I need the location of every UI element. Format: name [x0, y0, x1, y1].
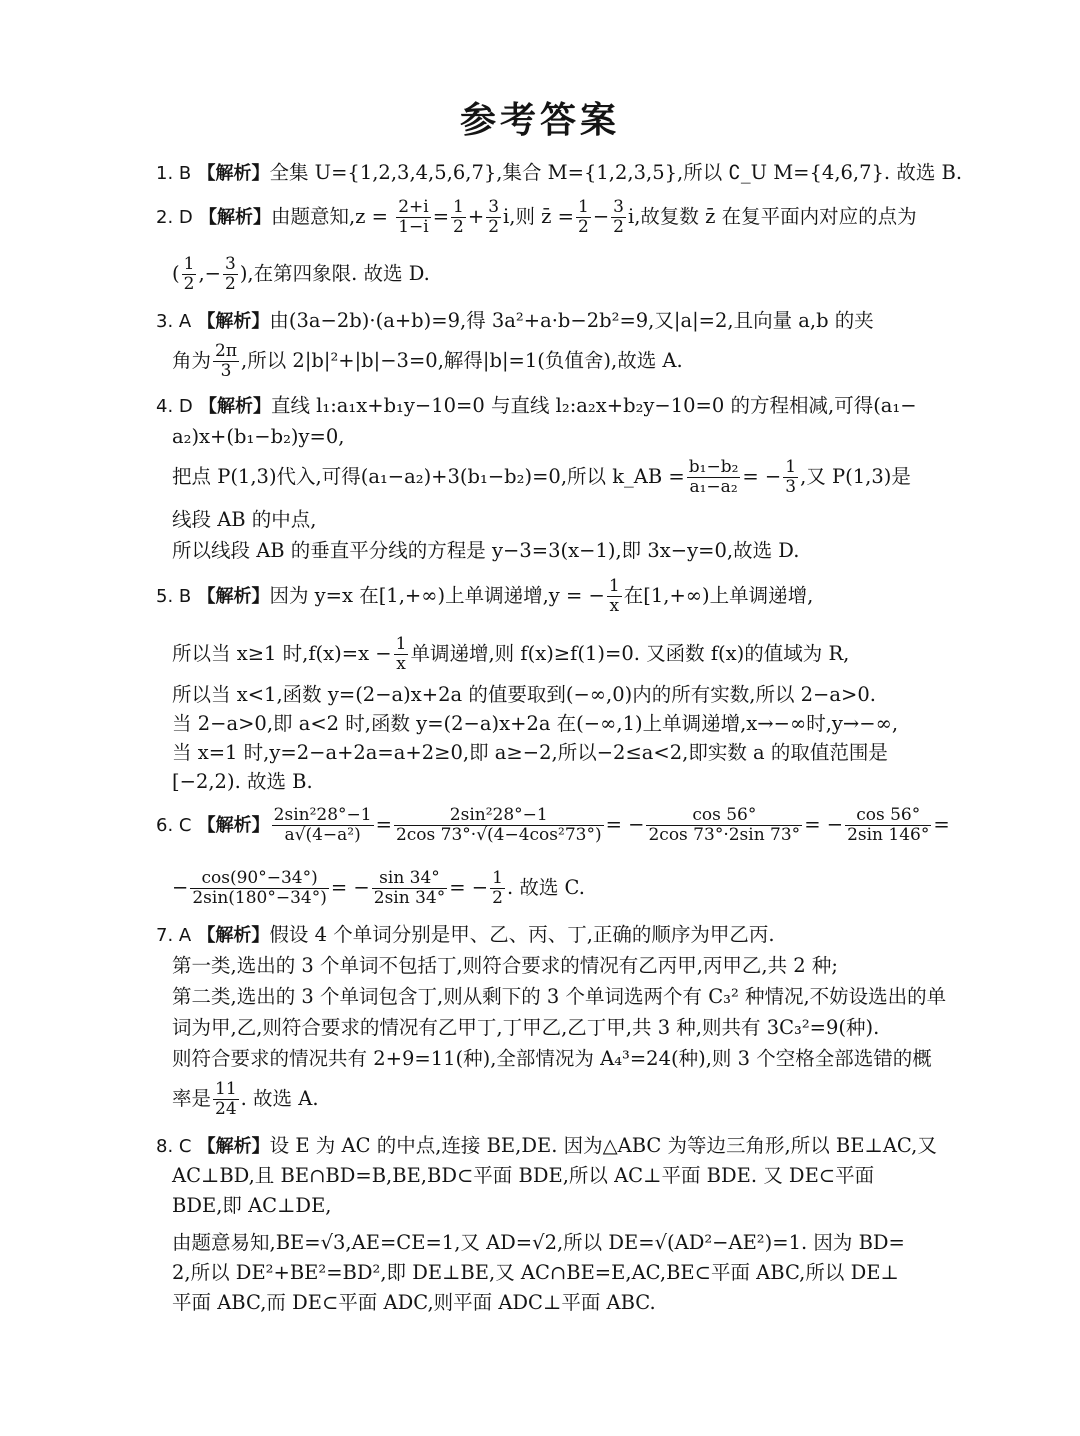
q2-fraction-3: $\frac{3}{2}$ [488, 197, 500, 238]
q3-fraction: $\frac{2\pi}{3}$ [215, 341, 238, 382]
q7-line-1 [156, 925, 775, 945]
q6-fraction-2: $\frac{\text{2sin²28°−1}}{\text{2cos 73°·√(4−4cos²73°)}}$ [395, 805, 602, 846]
q4-line-1 [156, 396, 917, 416]
q4-line-4: 线段 AB 的中点, [172, 508, 317, 531]
q2-fraction-2: $\frac{1}{2}$ [453, 197, 464, 238]
q2-fraction-5: $\frac{3}{2}$ [613, 197, 624, 238]
q5-line-6: [−2,2). 故选 B. [172, 770, 313, 793]
q5-fraction-2: $\frac{1}{x}$ [395, 634, 407, 675]
q7-analysis-tag: 【解析】 [197, 925, 270, 946]
q6-fraction-6: $\frac{\sin 34^\circ}{2\sin 34^\circ}$ [373, 868, 446, 909]
q2-text-a: 由题意知,z = [270, 205, 388, 229]
q7-text: 假设 4 个单词分别是甲、乙、丙、丁,正确的顺序为甲乙丙. [269, 923, 775, 946]
q6-line-1: 6. C 【解析】 $\frac{\text{2sin²28°−1}}{\text{a√(4−a²)}}$ = $\frac{\text{2sin²28°−1}}{\text{2cos 73°·√(4−4cos²73°)}}$ = − $\frac{\cos 56^\circ}{2\cos 73^\circ\cdot 2\sin 73^\circ}$ = − $\frac{\cos 56^\circ}{2\sin 146^\circ}$ = [156, 805, 950, 846]
q8-line-4: 由题意易知,BE=√3,AE=CE=1,又 AD=√2,所以 DE=√(AD²−AE²)=1. 因为 BD= [172, 1231, 905, 1254]
q6-line-2: − $\frac{\cos(90^\circ-34^\circ)}{2\sin(180^\circ-34^\circ)}$ = − $\frac{\sin 34^\circ}{2\sin 34^\circ}$ = − $\frac{1}{2}$ . 故选 C. [172, 868, 585, 909]
q5-fraction-1: $\frac{1}{x}$ [608, 576, 620, 617]
q4-line-2: a₂)x+(b₁−b₂)y=0, [172, 425, 345, 448]
q5-analysis-tag: 【解析】 [197, 586, 270, 608]
q7-line-5: 则符合要求的情况共有 2+9=11(种),全部情况为 A₄³=24(种),则 3 个空格全部选错的概 [172, 1047, 932, 1070]
q8-analysis-tag: 【解析】 [197, 1136, 270, 1157]
q8-line-2: AC⊥BD,且 BE∩BD=B,BE,BD⊂平面 BDE,所以 AC⊥平面 BDE. 又 DE⊂平面 [172, 1164, 875, 1187]
q2-text-b: = [432, 205, 450, 229]
q2-text-c: + [467, 205, 485, 229]
q6-answer: 6. C [156, 815, 192, 837]
q6-fraction-3: $\frac{\cos 56^\circ}{2\cos 73^\circ\cdot 2\sin 73^\circ}$ [648, 805, 801, 846]
q7-line-4: 词为甲,乙,则符合要求的情况有乙甲丁,丁甲乙,乙丁甲,共 3 种,则共有 3C₃²=9(种). [172, 1016, 880, 1039]
q3-line-1 [156, 311, 874, 331]
q7-line-3: 第二类,选出的 3 个单词包含丁,则从剩下的 3 个单词选两个有 C₃² 种情况,不妨设选出的单 [172, 985, 947, 1008]
q1-text: 全集 U={1,2,3,4,5,6,7},集合 M={1,2,3,5},所以 ∁_U M={4,6,7}. 故选 B. [269, 161, 963, 184]
q1-answer: 1. B [156, 163, 192, 184]
q3-answer: 3. A [156, 311, 192, 332]
q8-text: 设 E 为 AC 的中点,连接 BE,DE. 因为△ABC 为等边三角形,所以 BE⊥AC,又 [269, 1134, 937, 1157]
q3-analysis-tag: 【解析】 [197, 311, 270, 332]
q8-line-1 [156, 1136, 937, 1156]
q2-fraction-6: $\frac{1}{2}$ [183, 254, 195, 295]
q2-analysis-tag: 【解析】 [198, 207, 271, 229]
q2-text-f: i,故复数 z̄ 在复平面内对应的点为 [627, 205, 917, 229]
q8-line-5: 2,所以 DE²+BE²=BD²,即 DE⊥BE,又 AC∩BE=E,AC,BE⊂平面 ABC,所以 DE⊥ [172, 1261, 899, 1284]
q5-line-1: 5. B 【解析】因为 y=x 在[1,+∞)上单调递增,y = − $\frac{1}{x}$ 在[1,+∞)上单调递增, [156, 576, 814, 617]
q2-text-e: − [592, 205, 610, 229]
q4-text: 直线 l₁:a₁x+b₁y−10=0 与直线 l₂:a₂x+b₂y−10=0 的方程相减,可得(a₁− [270, 394, 917, 417]
q5-line-5: 当 x=1 时,y=2−a+2a=a+2≥0,即 a≥−2,所以−2≤a<2,即实数 a 的取值范围是 [172, 741, 888, 764]
q2-fraction-1: $\frac{2+i}{1-i}$ [398, 197, 429, 238]
q5-line-4: 当 2−a>0,即 a<2 时,函数 y=(2−a)x+2a 在(−∞,1)上单调递增,x→−∞时,y→−∞, [172, 712, 899, 735]
q4-analysis-tag: 【解析】 [198, 396, 271, 417]
q8-answer: 8. C [156, 1136, 192, 1157]
q4-fraction-1: $\frac{\text{b₁−b₂}}{\text{a₁−a₂}}$ [688, 457, 739, 498]
q4-answer: 4. D [156, 396, 193, 417]
q1-line-1 [156, 163, 962, 183]
q4-fraction-2: $\frac{1}{3}$ [785, 457, 797, 498]
q6-analysis-tag: 【解析】 [197, 815, 270, 837]
q2-line-1 [156, 198, 917, 237]
q5-line-3: 所以当 x<1,函数 y=(2−a)x+2a 的值要取到(−∞,0)内的所有实数,所以 2−a>0. [172, 683, 876, 706]
q5-answer: 5. B [156, 586, 192, 608]
q2-line-2: ( $\frac{1}{2}$ ,− $\frac{3}{2}$ ),在第四象限. 故选 D. [172, 254, 430, 295]
q6-fraction-4: $\frac{\cos 56^\circ}{2\sin 146^\circ}$ [847, 805, 930, 846]
q4-line-3: 把点 P(1,3)代入,可得(a₁−a₂)+3(b₁−b₂)=0,所以 k_AB = $\frac{\text{b₁−b₂}}{\text{a₁−a₂}}$ = − $\frac{1}{3}$ ,又 P(1,3)是 [172, 457, 911, 498]
q7-line-2: 第一类,选出的 3 个单词不包括丁,则符合要求的情况有乙丙甲,丙甲乙,共 2 种; [172, 954, 838, 977]
page-title: 参考答案 [459, 100, 620, 141]
q7-answer: 7. A [156, 925, 192, 946]
q6-fraction-7: $\frac{1}{2}$ [492, 868, 503, 909]
q6-fraction-1: $\frac{\text{2sin²28°−1}}{\text{a√(4−a²)}}$ [273, 805, 372, 846]
q8-line-6: 平面 ABC,而 DE⊂平面 ADC,则平面 ADC⊥平面 ABC. [172, 1291, 656, 1314]
q4-line-5: 所以线段 AB 的垂直平分线的方程是 y−3=3(x−1),即 3x−y=0,故选 D. [172, 539, 800, 562]
q7-line-6: 率是 $\frac{11}{24}$ . 故选 A. [172, 1079, 319, 1120]
q8-line-3: BDE,即 AC⊥DE, [172, 1194, 332, 1217]
q7-fraction: $\frac{11}{24}$ [215, 1079, 237, 1120]
q3-line-2: 角为 $\frac{2\pi}{3}$ ,所以 2|b|²+|b|−3=0,解得|b|=1(负值舍),故选 A. [172, 341, 683, 382]
q2-text-d: i,则 z̄ = [503, 205, 574, 229]
q1-analysis-tag: 【解析】 [197, 163, 270, 184]
q6-fraction-5: $\frac{\cos(90^\circ-34^\circ)}{2\sin(180^\circ-34^\circ)}$ [192, 868, 327, 909]
q5-line-2: 所以当 x≥1 时,f(x)=x − $\frac{1}{x}$ 单调递增,则 f(x)≥f(1)=0. 又函数 f(x)的值域为 R, [172, 634, 850, 675]
q2-fraction-7: $\frac{3}{2}$ [224, 254, 236, 295]
q2-answer: 2. D [156, 207, 193, 229]
q2-fraction-4: $\frac{1}{2}$ [577, 197, 589, 238]
q3-text: 由(3a−2b)·(a+b)=9,得 3a²+a·b−2b²=9,又|a|=2,且向量 a,b 的夹 [269, 309, 874, 332]
